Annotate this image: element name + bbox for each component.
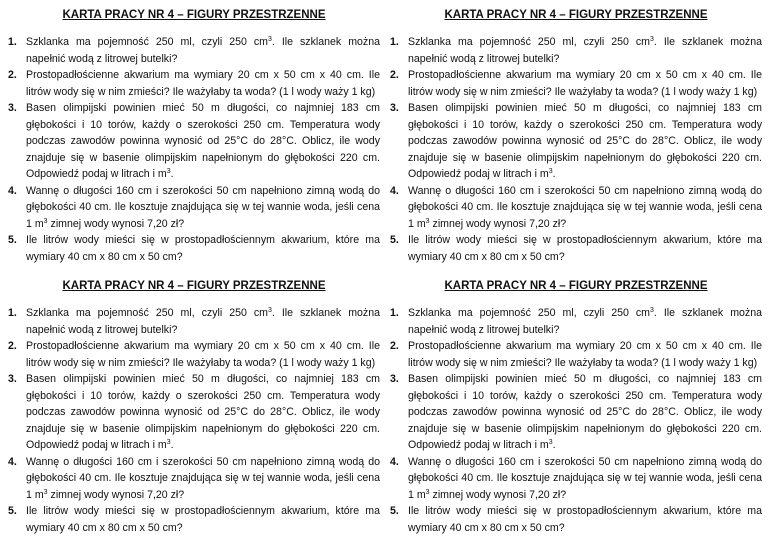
superscript: 3	[166, 168, 171, 175]
task-number: 5.	[8, 505, 17, 517]
superscript: 3	[650, 307, 654, 314]
task-item	[8, 503, 380, 536]
superscript: 3	[268, 36, 272, 43]
task-number: 4.	[390, 184, 399, 197]
task-item	[390, 305, 762, 338]
superscript: 3	[43, 488, 48, 496]
task-text-cont: .	[552, 168, 556, 180]
task-text-cont: .	[170, 168, 174, 180]
worksheet-bottom-right	[390, 279, 762, 536]
task-text: Szklanka ma pojemność 250 ml, czyli 250 cm	[408, 36, 650, 48]
task-text-cont: . Ile szklanek można napełnić wodą z litrowej butelki?	[408, 307, 762, 336]
task-text: Basen olimpijski powinien mieć 50 m długości, co najmniej 183 cm głębokości i 10 torów, każdy o szerokości 250 cm. Temperatura wody podczas zawodów powinna wynosić od 25°C do 28°C. Oblicz, ile wody znajduje się w basenie olimpijskim napełnionym do głębokości 220 cm. Odpowiedź podaj w litrach i m	[26, 373, 380, 451]
task-number: 1.	[390, 36, 399, 48]
superscript: 3	[548, 168, 553, 175]
worksheet-title: KARTA PRACY NR 4 – FIGURY PRZESTRZENNE	[62, 280, 326, 292]
task-list	[390, 305, 762, 536]
task-number: 5.	[390, 505, 399, 517]
superscript: 3	[650, 36, 654, 43]
task-item	[8, 34, 380, 67]
task-number: 2.	[8, 69, 17, 81]
task-text: Szklanka ma pojemność 250 ml, czyli 250 cm	[26, 307, 268, 319]
task-text: Ile litrów wody mieści się w prostopadłościennym akwarium, które ma wymiary 40 cm x 80 cm x 50 cm?	[26, 234, 380, 263]
task-text: Basen olimpijski powinien mieć 50 m długości, co najmniej 183 cm głębokości i 10 torów, każdy o szerokości 250 cm. Temperatura wody podczas zawodów powinna wynosić od 25°C do 28°C. Oblicz, ile wody znajduje się w basenie olimpijskim napełnionym do głębokości 220 cm. Odpowiedź podaj w litrach i m	[26, 102, 380, 180]
task-item	[390, 371, 762, 454]
worksheet-title: KARTA PRACY NR 4 – FIGURY PRZESTRZENNE	[444, 280, 708, 292]
task-number: 5.	[390, 234, 399, 246]
task-number: 1.	[8, 307, 17, 319]
superscript: 3	[166, 439, 171, 446]
task-text: Wannę o długości 160 cm i szerokości 50 cm napełniono zimną wodą do głębokości 40 cm. Ile kosztuje znajdująca się w tej wannie woda, jeśli cena 1 m	[26, 184, 380, 230]
superscript: 3	[43, 217, 48, 225]
task-text-cont: zimnej wody wynosi 7,20 zł?	[429, 488, 567, 501]
task-text-cont: . Ile szklanek można napełnić wodą z litrowej butelki?	[26, 36, 380, 65]
task-number: 2.	[8, 340, 17, 352]
task-item	[8, 183, 380, 233]
task-item	[390, 34, 762, 67]
task-item	[8, 371, 380, 454]
task-number: 2.	[390, 69, 399, 81]
task-item	[8, 338, 380, 371]
task-text: Ile litrów wody mieści się w prostopadłościennym akwarium, które ma wymiary 40 cm x 80 cm x 50 cm?	[408, 505, 762, 534]
task-text-cont: .	[552, 439, 556, 451]
task-list	[8, 34, 380, 265]
task-text-cont: . Ile szklanek można napełnić wodą z litrowej butelki?	[26, 307, 380, 336]
worksheet-title: KARTA PRACY NR 4 – FIGURY PRZESTRZENNE	[62, 9, 326, 21]
worksheet-top-right	[390, 8, 762, 265]
task-text: Prostopadłościenne akwarium ma wymiary 20 cm x 50 cm x 40 cm. Ile litrów wody się w nim zmieści? Ile ważyłaby ta woda? (1 l wody waży 1 kg)	[408, 340, 762, 369]
task-item	[390, 183, 762, 233]
worksheet-top-left	[8, 8, 380, 265]
task-text: Ile litrów wody mieści się w prostopadłościennym akwarium, które ma wymiary 40 cm x 80 cm x 50 cm?	[26, 505, 380, 534]
task-text: Basen olimpijski powinien mieć 50 m długości, co najmniej 183 cm głębokości i 10 torów, każdy o szerokości 250 cm. Temperatura wody podczas zawodów powinna wynosić od 25°C do 28°C. Oblicz, ile wody znajduje się w basenie olimpijskim napełnionym do głębokości 220 cm. Odpowiedź podaj w litrach i m	[408, 102, 762, 180]
task-text: Szklanka ma pojemność 250 ml, czyli 250 cm	[408, 307, 650, 319]
task-text: Prostopadłościenne akwarium ma wymiary 20 cm x 50 cm x 40 cm. Ile litrów wody się w nim zmieści? Ile ważyłaby ta woda? (1 l wody waży 1 kg)	[26, 340, 380, 369]
task-number: 3.	[8, 102, 17, 114]
task-text: Prostopadłościenne akwarium ma wymiary 20 cm x 50 cm x 40 cm. Ile litrów wody się w nim zmieści? Ile ważyłaby ta woda? (1 l wody waży 1 kg)	[26, 69, 380, 98]
task-list	[390, 34, 762, 265]
task-number: 3.	[390, 102, 399, 114]
task-text: Wannę o długości 160 cm i szerokości 50 cm napełniono zimną wodą do głębokości 40 cm. Ile kosztuje znajdująca się w tej wannie woda, jeśli cena 1 m	[408, 455, 762, 501]
task-item	[8, 100, 380, 183]
task-item	[390, 67, 762, 100]
task-number: 4.	[8, 455, 17, 468]
task-text: Wannę o długości 160 cm i szerokości 50 cm napełniono zimną wodą do głębokości 40 cm. Ile kosztuje znajdująca się w tej wannie woda, jeśli cena 1 m	[408, 184, 762, 230]
superscript: 3	[268, 307, 272, 314]
task-item	[390, 232, 762, 265]
task-text-cont: zimnej wody wynosi 7,20 zł?	[47, 217, 185, 230]
task-number: 2.	[390, 340, 399, 352]
task-number: 3.	[8, 373, 17, 385]
task-text-cont: zimnej wody wynosi 7,20 zł?	[429, 217, 567, 230]
task-text-cont: .	[170, 439, 174, 451]
task-list	[8, 305, 380, 536]
task-number: 5.	[8, 234, 17, 246]
task-item	[8, 232, 380, 265]
task-item	[390, 100, 762, 183]
task-text: Prostopadłościenne akwarium ma wymiary 20 cm x 50 cm x 40 cm. Ile litrów wody się w nim zmieści? Ile ważyłaby ta woda? (1 l wody waży 1 kg)	[408, 69, 762, 98]
task-text: Wannę o długości 160 cm i szerokości 50 cm napełniono zimną wodą do głębokości 40 cm. Ile kosztuje znajdująca się w tej wannie woda, jeśli cena 1 m	[26, 455, 380, 501]
task-item	[390, 503, 762, 536]
task-number: 3.	[390, 373, 399, 385]
task-text: Basen olimpijski powinien mieć 50 m długości, co najmniej 183 cm głębokości i 10 torów, każdy o szerokości 250 cm. Temperatura wody podczas zawodów powinna wynosić od 25°C do 28°C. Oblicz, ile wody znajduje się w basenie olimpijskim napełnionym do głębokości 220 cm. Odpowiedź podaj w litrach i m	[408, 373, 762, 451]
superscript: 3	[548, 439, 553, 446]
task-text-cont: zimnej wody wynosi 7,20 zł?	[47, 488, 185, 501]
task-item	[390, 338, 762, 371]
task-text: Ile litrów wody mieści się w prostopadłościennym akwarium, które ma wymiary 40 cm x 80 cm x 50 cm?	[408, 234, 762, 263]
task-text-cont: . Ile szklanek można napełnić wodą z litrowej butelki?	[408, 36, 762, 65]
superscript: 3	[425, 488, 430, 496]
task-item	[390, 454, 762, 504]
task-number: 1.	[390, 307, 399, 319]
worksheet-bottom-left	[8, 279, 380, 536]
task-number: 4.	[8, 184, 17, 197]
task-text: Szklanka ma pojemność 250 ml, czyli 250 cm	[26, 36, 268, 48]
worksheet-title: KARTA PRACY NR 4 – FIGURY PRZESTRZENNE	[444, 9, 708, 21]
task-number: 4.	[390, 455, 399, 468]
superscript: 3	[425, 217, 430, 225]
task-number: 1.	[8, 36, 17, 48]
task-item	[8, 305, 380, 338]
task-item	[8, 67, 380, 100]
task-item	[8, 454, 380, 504]
